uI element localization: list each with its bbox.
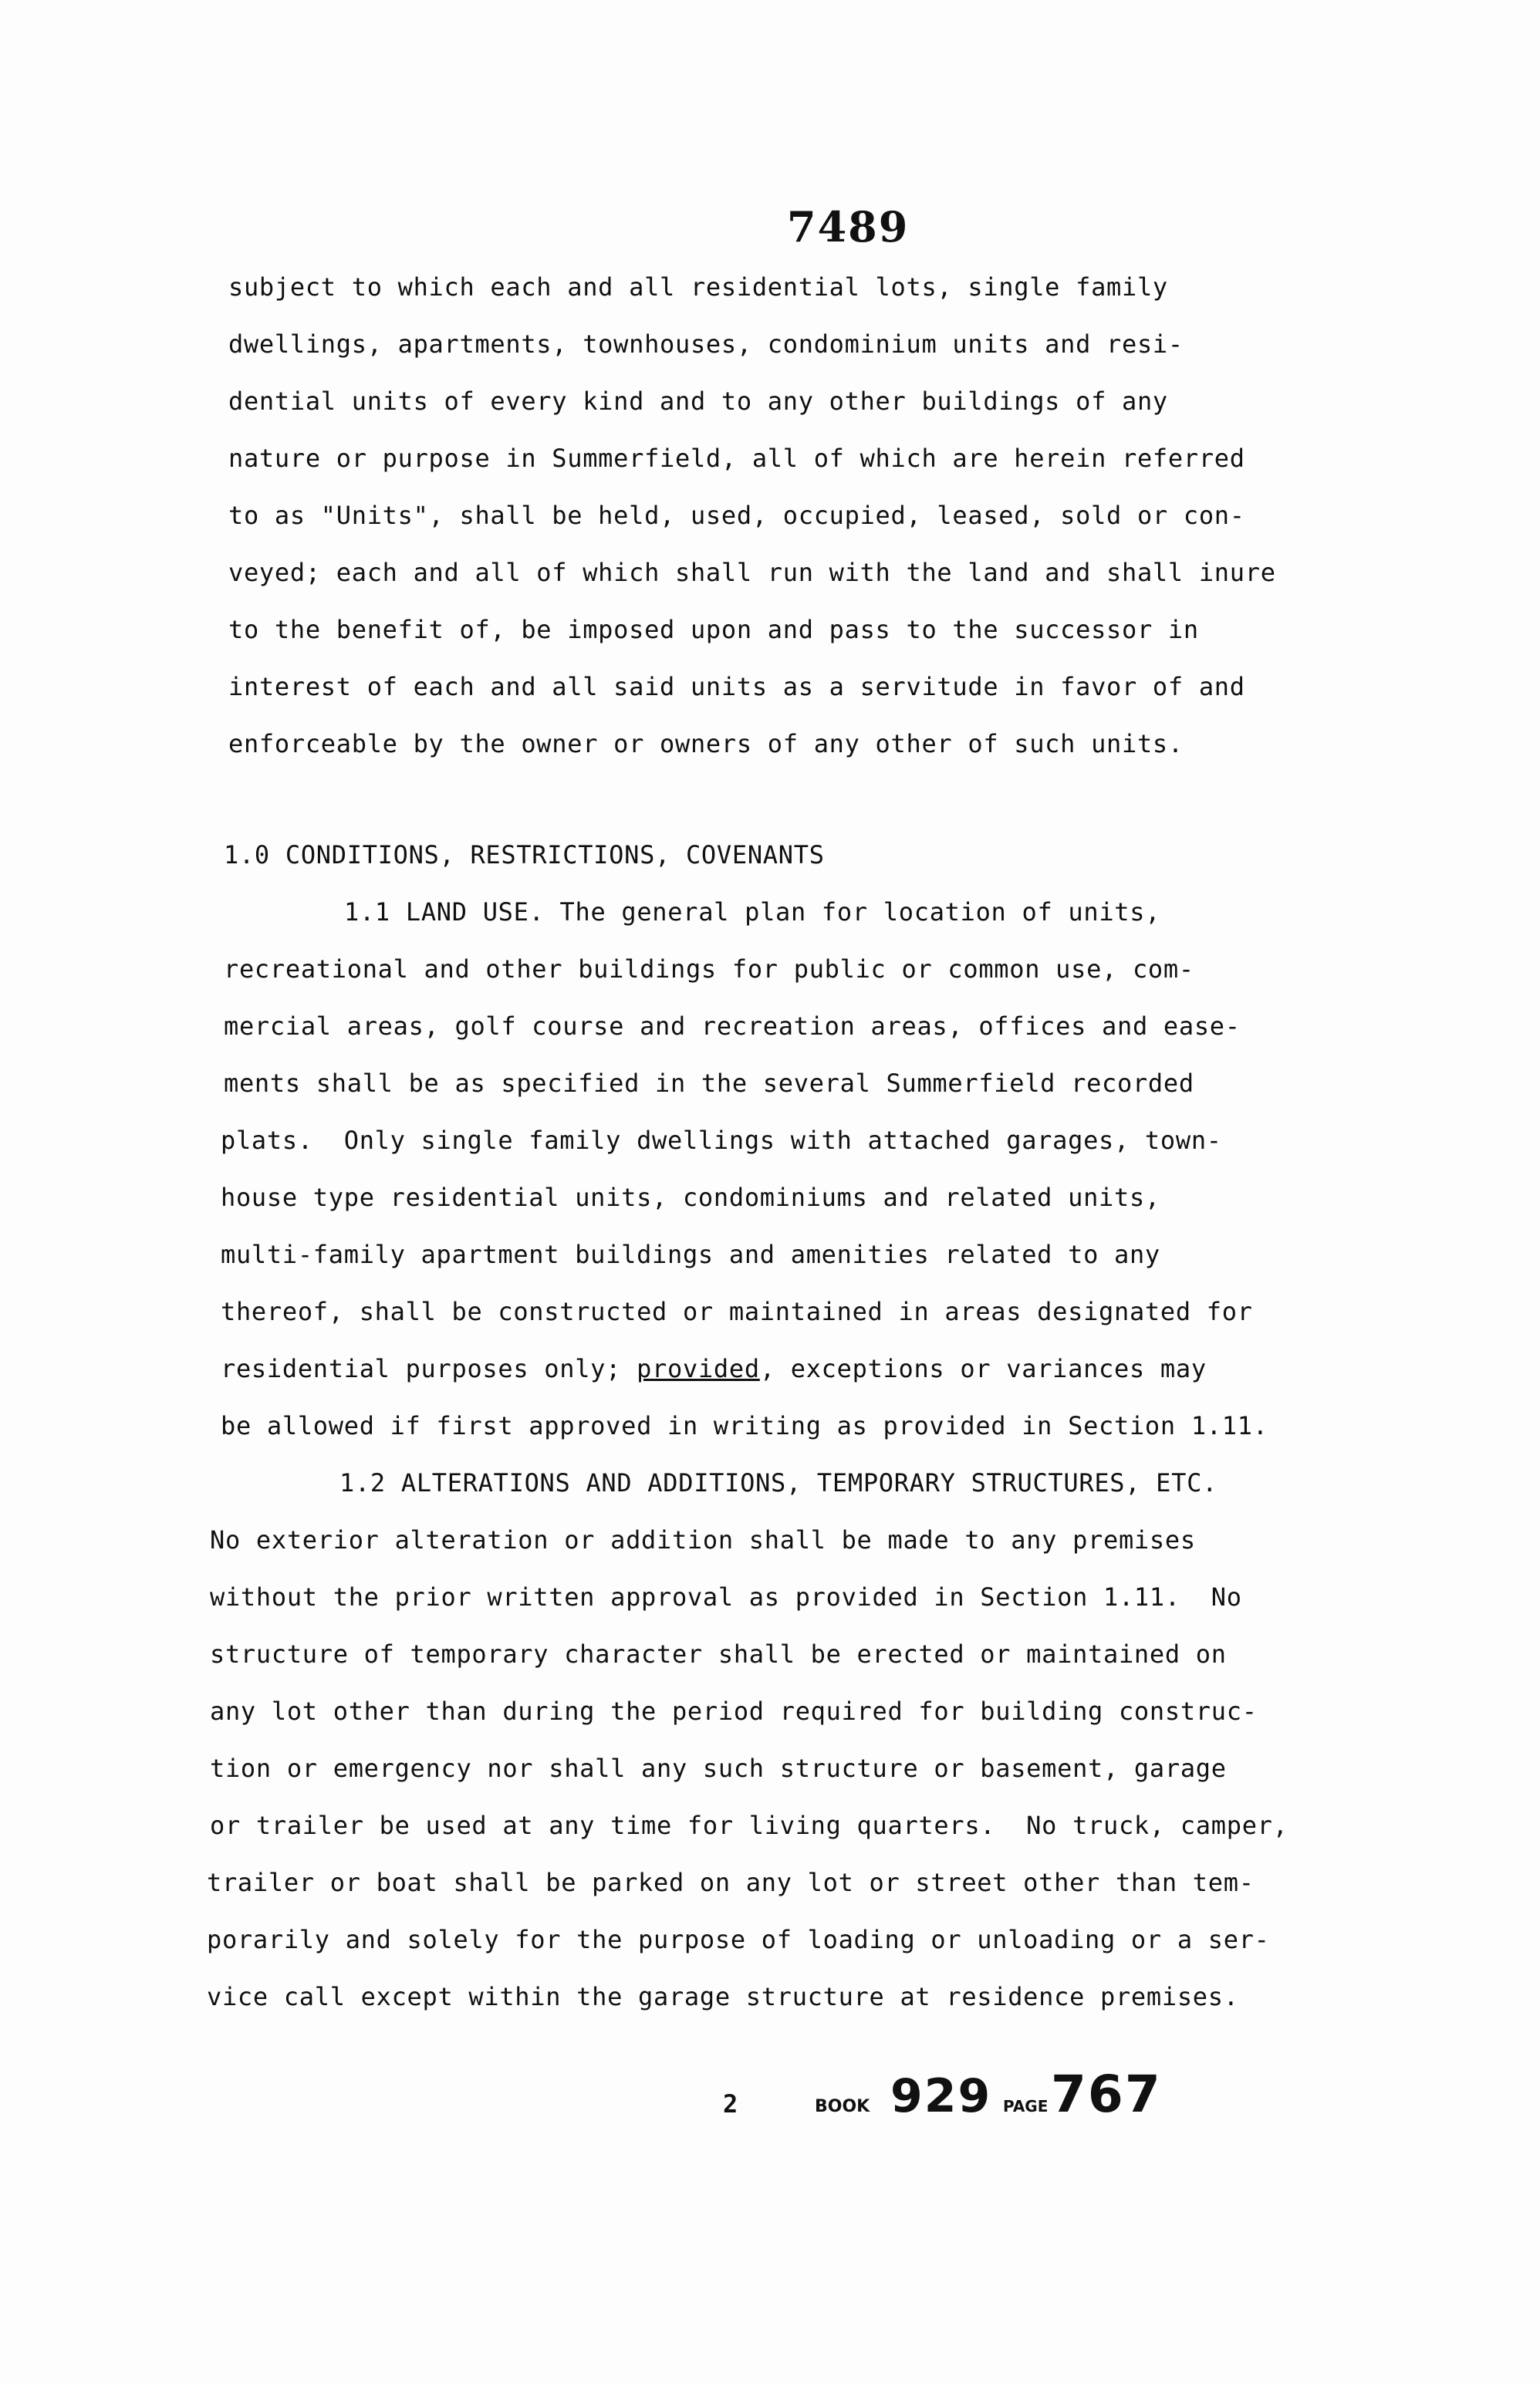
page-label: PAGE	[1003, 2097, 1049, 2116]
book-number: 929	[890, 2069, 992, 2123]
text-line: dwellings, apartments, townhouses, condominium units and resi-	[228, 329, 1184, 359]
text-line: to as "Units", shall be held, used, occupied, leased, sold or con-	[228, 501, 1245, 530]
text-segment: , exceptions or variances may	[759, 1354, 1207, 1383]
text-line: trailer or boat shall be parked on any lot or street other than tem-	[207, 1868, 1255, 1897]
text-line: enforceable by the owner or owners of any other of such units.	[228, 729, 1184, 758]
text-line: recreational and other buildings for public or common use, com-	[224, 954, 1194, 984]
text-line: vice call except within the garage structure at residence premises.	[207, 1982, 1239, 2011]
text-line: structure of temporary character shall be erected or maintained on	[210, 1639, 1227, 1669]
section-heading: 1.0 CONDITIONS, RESTRICTIONS, COVENANTS	[224, 840, 825, 870]
text-line: house type residential units, condominiums and related units,	[221, 1183, 1160, 1212]
text-line: No exterior alteration or addition shall be made to any premises	[210, 1525, 1196, 1555]
text-line: mercial areas, golf course and recreation areas, offices and ease-	[224, 1011, 1241, 1041]
text-line: tion or emergency nor shall any such structure or basement, garage	[210, 1754, 1227, 1783]
text-line: multi-family apartment buildings and amenities related to any	[221, 1240, 1160, 1269]
recording-page-number: 767	[1051, 2065, 1162, 2124]
text-line: or trailer be used at any time for living quarters. No truck, camper,	[210, 1811, 1288, 1840]
footer-page-number: 2	[723, 2089, 738, 2119]
text-line	[221, 1353, 1207, 1384]
text-line: 1.1 LAND USE. The general plan for location of units,	[344, 897, 1161, 927]
page-number-header: 7489	[787, 202, 910, 252]
text-line: plats. Only single family dwellings with attached garages, town-	[221, 1126, 1222, 1155]
text-line: any lot other than during the period required for building construc-	[210, 1697, 1258, 1726]
text-line: veyed; each and all of which shall run with the land and shall inure	[228, 558, 1276, 587]
text-line: porarily and solely for the purpose of loading or unloading or a ser-	[207, 1925, 1270, 1954]
text-line: without the prior written approval as provided in Section 1.11. No	[210, 1582, 1242, 1612]
text-line: dential units of every kind and to any other buildings of any	[228, 387, 1168, 416]
text-line: subject to which each and all residential lots, single family	[228, 272, 1168, 302]
text-segment: residential purposes only;	[221, 1354, 637, 1383]
text-line: 1.2 ALTERATIONS AND ADDITIONS, TEMPORARY STRUCTURES, ETC.	[339, 1468, 1218, 1498]
text-line: ments shall be as specified in the several Summerfield recorded	[224, 1069, 1194, 1098]
text-line: thereof, shall be constructed or maintained in areas designated for	[221, 1297, 1253, 1326]
text-line: to the benefit of, be imposed upon and pass to the successor in	[228, 615, 1199, 644]
text-line: be allowed if first approved in writing as provided in Section 1.11.	[221, 1411, 1268, 1440]
text-line: interest of each and all said units as a servitude in favor of and	[228, 672, 1245, 701]
text-line: nature or purpose in Summerfield, all of which are herein referred	[228, 444, 1245, 473]
underlined-word: provided	[637, 1354, 760, 1383]
book-label: BOOK	[815, 2097, 870, 2116]
